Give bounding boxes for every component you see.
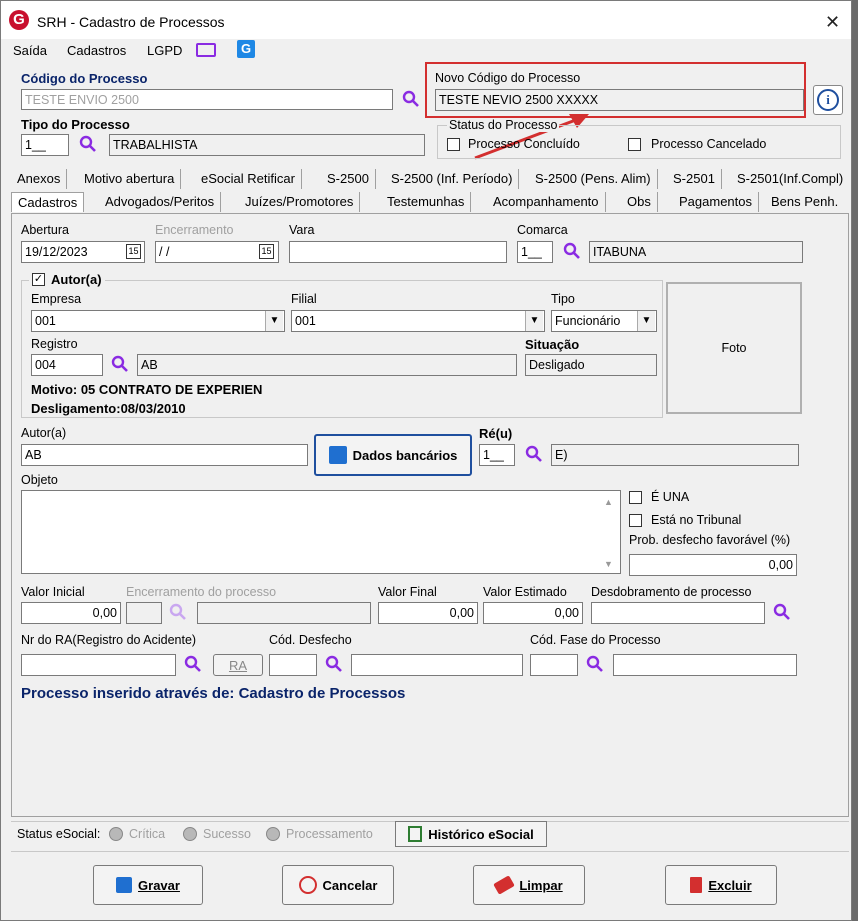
e-una-checkbox[interactable] xyxy=(629,491,642,504)
cancel-icon xyxy=(299,876,317,894)
codigo-input[interactable]: TESTE ENVIO 2500 xyxy=(21,89,393,110)
sucesso-label: Sucesso xyxy=(203,827,251,841)
sucesso-radio[interactable] xyxy=(183,827,197,841)
concluido-checkbox[interactable] xyxy=(447,138,460,151)
status-group-label: Status do Processo xyxy=(449,118,558,132)
objeto-label: Objeto xyxy=(21,473,58,487)
cod-fase-desc-input xyxy=(613,654,797,676)
comarca-label: Comarca xyxy=(517,223,568,237)
vara-input[interactable] xyxy=(289,241,507,263)
save-icon xyxy=(329,446,347,464)
tab-s2501-compl[interactable]: S-2501(Inf.Compl) xyxy=(737,171,844,186)
registro-input[interactable]: 004 xyxy=(31,354,103,376)
reu-desc-input: E) xyxy=(551,444,799,466)
monitor-icon[interactable] xyxy=(196,43,216,57)
menu-cadastros[interactable]: Cadastros xyxy=(67,43,127,58)
chevron-down-icon[interactable]: ▼ xyxy=(525,311,543,331)
calendar-icon[interactable]: 15 xyxy=(259,244,274,259)
search-icon xyxy=(169,603,187,621)
novo-codigo-input[interactable]: TESTE NEVIO 2500 XXXXX xyxy=(435,89,804,111)
autor-group-header xyxy=(29,272,105,287)
critica-radio[interactable] xyxy=(109,827,123,841)
empresa-select[interactable]: 001 xyxy=(31,310,285,332)
inserido-text: Processo inserido através de: Cadastro de Processos xyxy=(21,685,406,702)
limpar-label: Limpar xyxy=(519,877,563,893)
cancelar-button[interactable] xyxy=(282,865,394,905)
tab-s2500[interactable]: S-2500 xyxy=(321,169,376,189)
foto-label: Foto xyxy=(721,341,747,355)
tab-cadastros[interactable]: Cadastros xyxy=(11,192,84,212)
enc-proc-code-input xyxy=(126,602,162,624)
g-icon[interactable]: G xyxy=(237,40,255,58)
search-icon[interactable] xyxy=(184,655,202,673)
desdobramento-input[interactable] xyxy=(591,602,765,624)
close-icon[interactable]: ✕ xyxy=(825,12,841,32)
situacao-label: Situação xyxy=(525,337,580,352)
search-icon[interactable] xyxy=(563,242,581,260)
info-icon: i xyxy=(817,89,839,111)
chevron-down-icon[interactable]: ▼ xyxy=(265,311,283,331)
menu-saida[interactable]: Saída xyxy=(13,43,47,58)
cancelado-checkbox[interactable] xyxy=(628,138,641,151)
chevron-down-icon[interactable]: ▼ xyxy=(637,311,655,331)
tab-s2500-periodo[interactable]: S-2500 (Inf. Período) xyxy=(385,169,519,189)
registro-desc-input: AB xyxy=(137,354,517,376)
search-icon[interactable] xyxy=(586,655,604,673)
tab-juizes[interactable]: Juízes/Promotores xyxy=(239,192,360,212)
menu-lgpd[interactable]: LGPD xyxy=(147,43,183,58)
dados-bancarios-button[interactable] xyxy=(314,434,472,476)
registro-label: Registro xyxy=(31,337,78,351)
tab-advogados[interactable]: Advogados/Peritos xyxy=(99,192,221,212)
objeto-textarea[interactable] xyxy=(21,490,621,574)
enc-proc-desc-input xyxy=(197,602,371,624)
cancelar-label: Cancelar xyxy=(322,877,378,893)
search-icon[interactable] xyxy=(773,603,791,621)
autor-input[interactable]: AB xyxy=(21,444,308,466)
abertura-label: Abertura xyxy=(21,223,69,237)
scroll-down-icon[interactable]: ▼ xyxy=(604,559,613,569)
autor-checkbox[interactable]: ✓ xyxy=(33,273,44,285)
tipo-label: Tipo do Processo xyxy=(21,117,130,132)
dados-bancarios-label: Dados bancários xyxy=(352,447,458,463)
search-icon[interactable] xyxy=(525,445,543,463)
motivo-text: Motivo: 05 CONTRATO DE EXPERIEN xyxy=(31,382,263,397)
trash-icon xyxy=(690,877,702,893)
tribunal-label: Está no Tribunal xyxy=(651,513,742,527)
tabs-row-1 xyxy=(11,169,851,190)
app-logo-icon: G xyxy=(9,10,29,30)
valor-estimado-label: Valor Estimado xyxy=(483,585,567,599)
excluir-label: Excluir xyxy=(708,877,752,893)
tipo-desc-input: TRABALHISTA xyxy=(109,134,425,156)
critica-label: Crítica xyxy=(129,827,166,841)
codigo-label: Código do Processo xyxy=(21,71,148,86)
calendar-icon[interactable]: 15 xyxy=(126,244,141,259)
limpar-button[interactable] xyxy=(473,865,585,905)
valor-inicial-input[interactable]: 0,00 xyxy=(21,602,121,624)
eraser-icon xyxy=(494,875,516,894)
ra-button[interactable]: RA xyxy=(213,654,263,676)
tab-obs[interactable]: Obs xyxy=(621,192,658,212)
tab-acompanhamento[interactable]: Acompanhamento xyxy=(487,192,606,212)
enc-proc-label: Encerramento do processo xyxy=(126,585,277,599)
search-icon[interactable] xyxy=(402,90,420,108)
abertura-input[interactable]: 19/12/2023 xyxy=(21,241,145,263)
foto-box[interactable] xyxy=(666,282,802,414)
tab-esocial-retificar[interactable]: eSocial Retificar xyxy=(195,169,302,189)
nr-ra-input[interactable] xyxy=(21,654,176,676)
tab-bens-penh[interactable]: Bens Penh. xyxy=(771,194,839,209)
concluido-label: Processo Concluído xyxy=(468,137,580,151)
comarca-desc-input: ITABUNA xyxy=(589,241,803,263)
tipo-code-input[interactable]: 1__ xyxy=(21,134,69,156)
valor-final-label: Valor Final xyxy=(378,585,437,599)
tabs-row-2 xyxy=(11,192,851,213)
situacao-input: Desligado xyxy=(525,354,657,376)
tab-motivo-abertura[interactable]: Motivo abertura xyxy=(78,169,181,189)
reu-label: Ré(u) xyxy=(479,426,513,441)
desdobramento-label: Desdobramento de processo xyxy=(591,585,752,599)
comarca-code-input[interactable]: 1__ xyxy=(517,241,553,263)
empresa-label: Empresa xyxy=(31,292,82,306)
tribunal-checkbox[interactable] xyxy=(629,514,642,527)
processamento-radio[interactable] xyxy=(266,827,280,841)
processamento-label: Processamento xyxy=(286,827,373,841)
cancelado-label: Processo Cancelado xyxy=(651,137,767,151)
tab-s2501[interactable]: S-2501 xyxy=(667,169,722,189)
cod-desfecho-label: Cód. Desfecho xyxy=(269,633,352,647)
search-icon[interactable] xyxy=(79,135,97,153)
scroll-up-icon[interactable]: ▲ xyxy=(604,497,613,507)
tab-anexos[interactable]: Anexos xyxy=(11,169,67,189)
excluir-button[interactable] xyxy=(665,865,777,905)
info-button[interactable] xyxy=(813,85,843,115)
valor-final-input[interactable]: 0,00 xyxy=(378,602,478,624)
valor-estimado-input[interactable]: 0,00 xyxy=(483,602,583,624)
encerramento-input[interactable]: / / xyxy=(155,241,279,263)
valor-inicial-label: Valor Inicial xyxy=(21,585,85,599)
tipo-label: Tipo xyxy=(551,292,575,306)
cod-fase-input[interactable] xyxy=(530,654,578,676)
cod-fase-label: Cód. Fase do Processo xyxy=(530,633,661,647)
search-icon[interactable] xyxy=(111,355,129,373)
gravar-label: Gravar xyxy=(138,877,180,893)
cod-desfecho-input[interactable] xyxy=(269,654,317,676)
cod-desfecho-desc-input xyxy=(351,654,523,676)
window-title: SRH - Cadastro de Processos xyxy=(37,14,225,30)
tab-s2500-pens[interactable]: S-2500 (Pens. Alim) xyxy=(529,169,658,189)
autor-group-label: Autor(a) xyxy=(51,272,102,287)
desligamento-text: Desligamento:08/03/2010 xyxy=(31,401,186,416)
gravar-button[interactable] xyxy=(93,865,203,905)
encerramento-label: Encerramento xyxy=(155,223,234,237)
filial-select[interactable]: 001 xyxy=(291,310,545,332)
e-una-label: É UNA xyxy=(651,490,690,504)
historico-label: Histórico eSocial xyxy=(428,826,534,842)
novo-codigo-label: Novo Código do Processo xyxy=(435,71,581,85)
status-esocial-label: Status eSocial: xyxy=(17,827,101,841)
nr-ra-label: Nr do RA(Registro do Acidente) xyxy=(21,633,197,647)
autor-label: Autor(a) xyxy=(21,426,67,440)
document-icon xyxy=(408,826,422,842)
save-icon xyxy=(116,877,132,893)
vara-label: Vara xyxy=(289,223,315,237)
tab-pagamentos[interactable]: Pagamentos xyxy=(673,192,759,212)
tab-testemunhas[interactable]: Testemunhas xyxy=(381,192,471,212)
reu-code-input[interactable]: 1__ xyxy=(479,444,515,466)
prob-input[interactable]: 0,00 xyxy=(629,554,797,576)
filial-label: Filial xyxy=(291,292,317,306)
prob-label: Prob. desfecho favorável (%) xyxy=(629,533,791,547)
search-icon[interactable] xyxy=(325,655,343,673)
divider xyxy=(11,851,849,852)
tipo-select[interactable]: Funcionário xyxy=(551,310,657,332)
historico-esocial-button[interactable] xyxy=(395,821,547,847)
